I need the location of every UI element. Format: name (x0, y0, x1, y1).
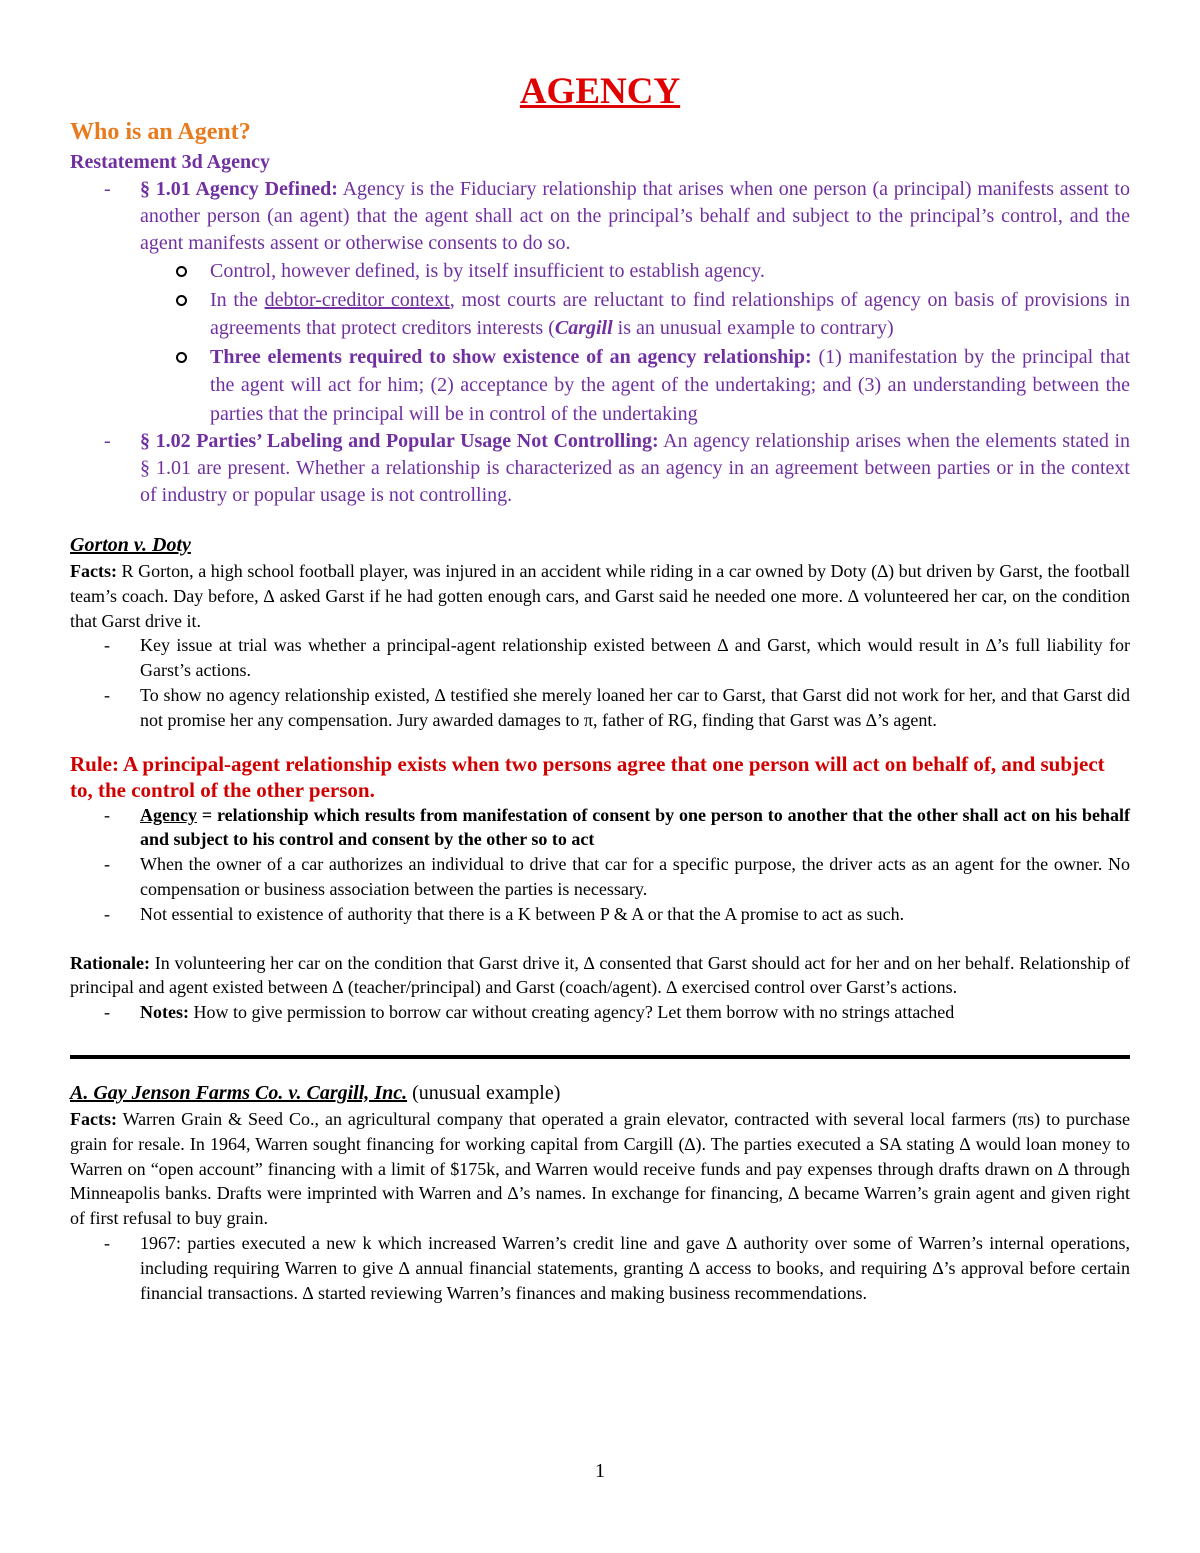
gorton-rationale: Rationale: In volunteering her car on the condition that Garst drive it, ∆ consented that Garst should act for her and on her behalf. Relationship of principal and agent existed between ∆ (teacher/principal) and Garst (coach/agent). ∆ exercised control over Garst’s actions. (70, 952, 1130, 998)
sub-item-control: Control, however defined, is by itself insufficient to establish agency. (210, 257, 1130, 286)
gorton-facts: Facts: R Gorton, a high school football player, was injured in an accident while riding in a car owned by Doty (∆) but driven by Garst, the football team’s coach. Day before, ∆ asked Garst if he had gotten enough cars, and Garst said he needed one more. ∆ volunteered her car, on the condition that Garst drive it. (70, 561, 1130, 631)
debtor-creditor-link: debtor-creditor context (264, 288, 450, 311)
jenson-facts: Facts: Warren Grain & Seed Co., an agricultural company that operated a grain elevator, contracted with several local farmers (πs) to purchase grain for resale. In 1964, Warren sought financing for working capital from Cargill (∆). The parties executed a SA stating ∆ would loan money to Warren on “open account” financing with a limit of $175k, and Warren would receive funds and pay expenses through drafts drawn on ∆ through Minneapolis banks. Drafts were imprinted with Warren and ∆’s names. In exchange for financing, ∆ became Warren’s grain agent and given right of first refusal to buy grain. (70, 1108, 1130, 1229)
list-item: - When the owner of a car authorizes an individual to drive that car for a specific purpose, the driver acts as an agent for the owner. No compensation or business association between the parties is necessary. (140, 852, 1130, 902)
gorton-rule-list (70, 803, 1130, 927)
case-title-note: (unusual example) (407, 1081, 561, 1104)
section-1-01-sublist (140, 257, 1130, 428)
list-item: - Agency = relationship which results from manifestation of consent by one person to another that the other shall act on his behalf and subject to his control and consent by the other so to act (140, 803, 1130, 853)
circle-bullet-icon (176, 295, 187, 306)
section-heading: Who is an Agent? (70, 119, 251, 145)
sub-item-three-elements: Three elements required to show existence of an agency relationship: (1) manifestation by the principal that the agent will act for him; (2) acceptance by the agent of the undertaking; and (3) an understanding between the parties that the principal will be in control of the undertaking (210, 343, 1130, 429)
list-item: - To show no agency relationship existed, ∆ testified she merely loaned her car to Garst, that Garst did not work for her, and that Garst did not promise her any compensation. Jury awarded damages to π, father of RG, finding that Garst was ∆’s agent. (140, 683, 1130, 733)
restatement-list (70, 176, 1130, 509)
section-1-01 (140, 176, 1130, 428)
page-number: 1 (595, 1460, 605, 1482)
section-1-01-text: Agency is the Fiduciary relationship that arises when one person (a principal) manifests assent to another person (an agent) that the agent shall act on the principal’s behalf and subject to the principal’s control, and the agent manifests assent or otherwise consents to do so. (140, 178, 1130, 254)
gorton-facts-list (70, 633, 1130, 732)
section-divider (70, 1055, 1130, 1059)
document-title: AGENCY (519, 71, 681, 112)
circle-bullet-icon (176, 266, 187, 277)
restatement-heading: Restatement 3d Agency (70, 151, 270, 173)
case-title-gorton: Gorton v. Doty (70, 534, 191, 556)
circle-bullet-icon (176, 352, 187, 363)
jenson-case (70, 1079, 1130, 1305)
section-1-02-text: An agency relationship arises when the elements stated in § 1.01 are present. Whether a relationship is characterized as an agency in an agreement between parties or in the context of industry or popular usage is not controlling. (140, 430, 1131, 506)
case-title-jenson: A. Gay Jenson Farms Co. v. Cargill, Inc. (70, 1081, 408, 1104)
list-item: - Key issue at trial was whether a principal-agent relationship existed between ∆ and Garst, which would result in ∆’s full liability for Garst’s actions. (140, 633, 1130, 683)
list-item: - Notes: How to give permission to borrow car without creating agency? Let them borrow with no strings attached (140, 1000, 1130, 1025)
section-1-02 (140, 428, 1130, 509)
section-1-01-label: § 1.01 Agency Defined: (140, 178, 338, 200)
section-1-02-label: § 1.02 Parties’ Labeling and Popular Usage Not Controlling: (140, 430, 659, 452)
list-item: - 1967: parties executed a new k which increased Warren’s credit line and gave ∆ authority over some of Warren’s internal operations, including requiring Warren to give ∆ annual financial statements, granting ∆ access to books, and requiring ∆’s approval before certain financial transactions. ∆ started reviewing Warren’s finances and making business recommendations. (140, 1231, 1130, 1305)
list-item: - Not essential to existence of authority that there is a K between P & A or that the A promise to act as such. (140, 902, 1130, 927)
gorton-case (70, 531, 1130, 1025)
restatement-section (70, 176, 1130, 509)
gorton-notes-list (70, 1000, 1130, 1025)
sub-item-debtor-creditor: In the debtor-creditor context, most courts are reluctant to find relationships of agency on basis of provisions in agreements that protect creditors interests (Cargill is an unusual example to contrary) (210, 286, 1130, 343)
jenson-facts-list (70, 1231, 1130, 1305)
gorton-rule: Rule: A principal-agent relationship exists when two persons agree that one person will act on behalf of, and subject to, the control of the other person. (70, 751, 1105, 802)
agency-term: Agency (140, 804, 197, 825)
cargill-case-ref: Cargill (554, 317, 613, 339)
